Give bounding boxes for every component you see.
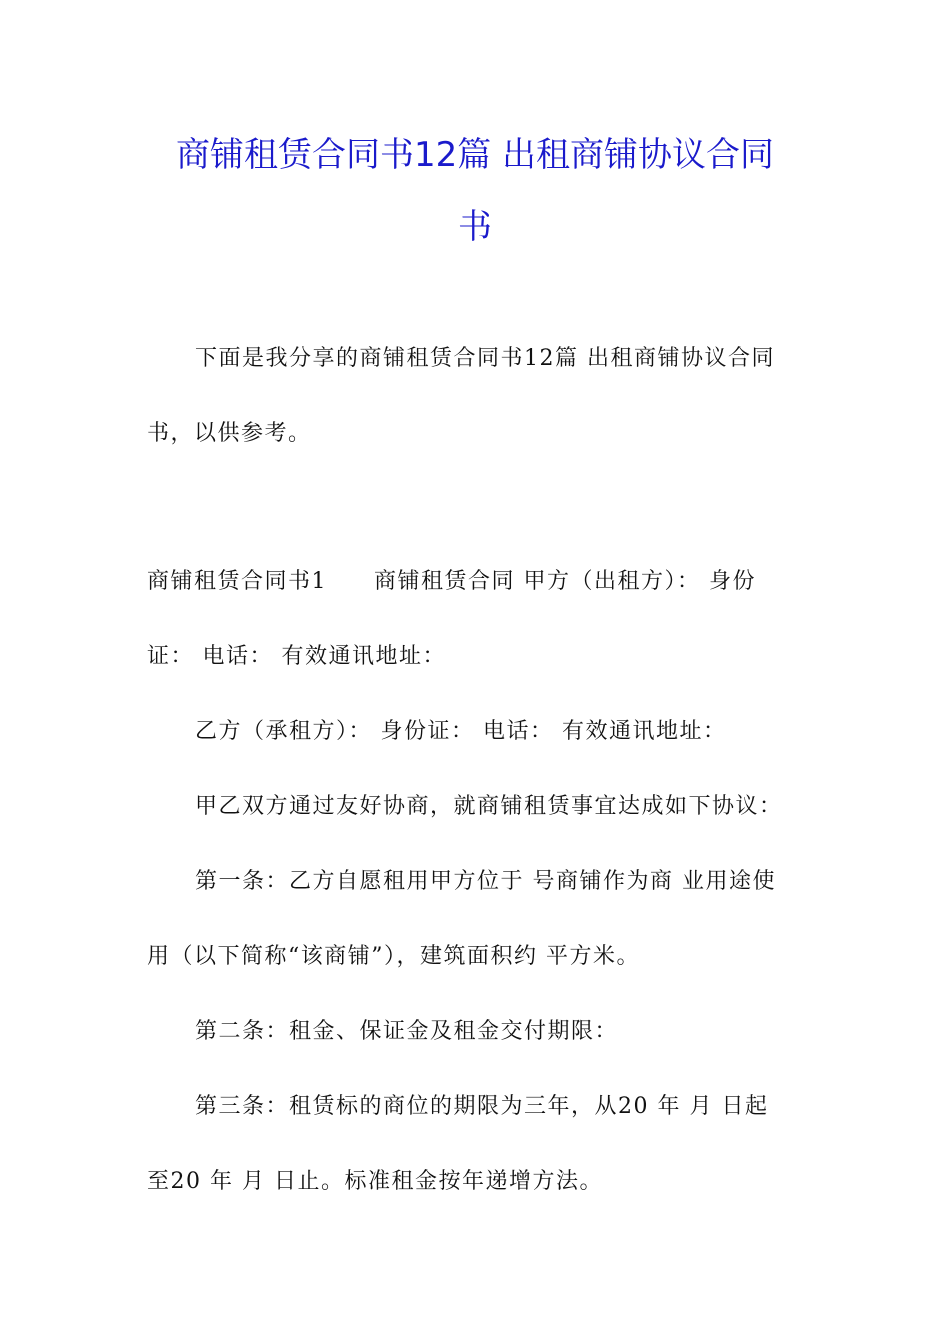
document-title-line-2: 书	[458, 207, 492, 247]
party-b-line: 乙方（承租方）： 身份证： 电话： 有效通讯地址：	[195, 719, 727, 744]
intro-line-2: 书，以供参考。	[147, 421, 312, 446]
article-2-line: 第二条：租金、保证金及租金交付期限：	[195, 1019, 619, 1044]
agreement-line: 甲乙双方通过友好协商，就商铺租赁事宜达成如下协议：	[195, 794, 783, 819]
document-title-line-1: 商铺租赁合同书12篇 出租商铺协议合同	[175, 135, 775, 175]
article-1-line-2: 用（以下简称“该商铺”），建筑面积约 平方米。	[147, 944, 640, 969]
article-1-line-1: 第一条：乙方自愿租用甲方位于 号商铺作为商 业用途使	[195, 869, 776, 894]
article-3-line-1: 第三条：租赁标的商位的期限为三年，从20 年 月 日起	[195, 1094, 769, 1119]
contract-heading-line-2: 证： 电话： 有效通讯地址：	[147, 644, 446, 669]
article-3-line-2: 至20 年 月 日止。标准租金按年递增方法。	[147, 1169, 603, 1194]
intro-line-1: 下面是我分享的商铺租赁合同书12篇 出租商铺协议合同	[195, 346, 775, 371]
contract-heading-line-1: 商铺租赁合同书1 商铺租赁合同 甲方（出租方）： 身份	[147, 569, 756, 594]
